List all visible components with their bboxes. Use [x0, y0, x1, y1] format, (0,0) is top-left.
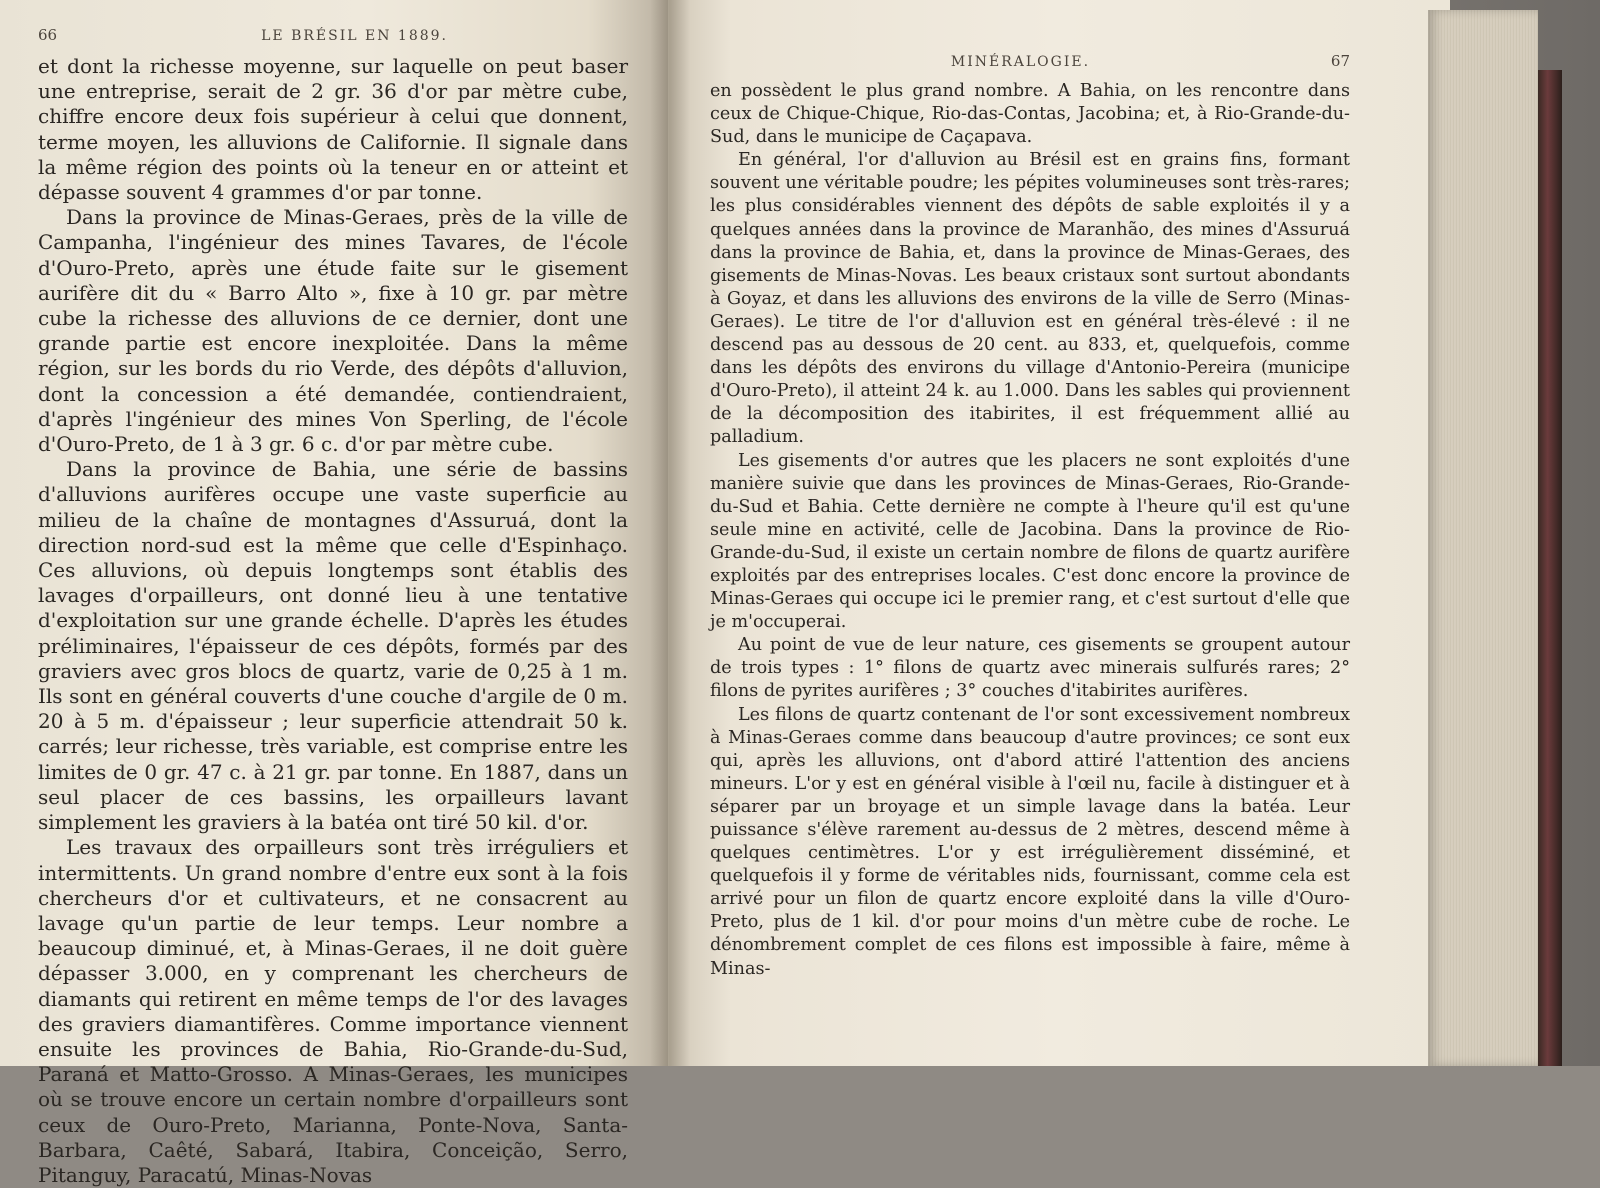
right-paragraph-2: En général, l'or d'alluvion au Brésil est en grains fins, formant souvent une véritable poudre; les pépites volumineuses sont très-rares; les plus considérables viennent des dépôts de sable exploités il y a quelques années dans la province de Maranhão, des mines d'Assuruá dans la province de Bahia, et, dans la province de Minas-Geraes, des gisements de Minas-Novas. Les beaux cristaux sont surtout abondants à Goyaz, et dans les alluvions des environs de la ville de Serro (Minas-Geraes). Le titre de l'or d'alluvion est en général très-élevé : il ne descend pas au dessous de 20 cent. au 833, et, quelquefois, comme dans les dépôts des environs du village d'Antonio-Pereira (municipe d'Ouro-Preto), il atteint 24 k. au 1.000. Dans les sables qui proviennent de la décomposition des itabirites, il est fréquemment allié au palladium.	[710, 150, 1350, 448]
right-running-head	[710, 52, 1350, 70]
left-page	[0, 0, 668, 1187]
page-block-edge	[1428, 10, 1538, 1066]
left-paragraph-2: Dans la province de Minas-Geraes, près de la ville de Campanha, l'ingénieur des mines Tavares, de l'école d'Ouro-Preto, après une étude faite sur le gisement aurifère dit du « Barro Alto », fixe à 10 gr. par mètre cube la richesse des alluvions de ce dernier, dont une grande partie est encore inexploitée. Dans la même région, sur les bords du rio Verde, des dépôts d'alluvion, dont la concession a été demandée, contiendraient, d'après l'ingénieur des mines Von Sperling, de l'école d'Ouro-Preto, de 1 à 3 gr. 6 c. d'or par mètre cube.	[38, 205, 628, 457]
right-page-number: 67	[1330, 52, 1350, 70]
book-cover-edge	[1538, 70, 1562, 1066]
left-running-head	[38, 26, 628, 44]
left-paragraph-1: et dont la richesse moyenne, sur laquelle on peut baser une entreprise, serait de 2 gr. 36 d'or par mètre cube, chiffre encore deux fois supérieur à celui que donnent, terme moyen, les alluvions de Californie. Il signale dans la même région des points où la teneur en or atteint et dépasse souvent 4 grammes d'or par tonne.	[38, 54, 628, 205]
left-running-title: LE BRÉSIL EN 1889.	[261, 28, 448, 44]
right-running-title: MINÉRALOGIE.	[950, 54, 1091, 70]
right-paragraph-3: Les gisements d'or autres que les placers ne sont exploités d'une manière suivie que dans les provinces de Minas-Geraes, Rio-Grande-du-Sud et Bahia. Cette dernière ne compte à l'heure qu'il est qu'une seule mine en activité, celle de Jacobina. Dans la province de Rio-Grande-du-Sud, il existe un certain nombre de filons de quartz aurifère exploités par des entreprises locales. C'est donc encore la province de Minas-Geraes qui occupe ici le premier rang, et c'est surtout d'elle que je m'occuperai.	[710, 450, 1350, 633]
left-paragraph-4: Les travaux des orpailleurs sont très irréguliers et intermittents. Un grand nombre d'entre eux sont à la fois chercheurs d'or et cultivateurs, et ne consacrent au lavage qu'un partie de leur temps. Leur nombre a beaucoup diminué, et, à Minas-Geraes, il ne doit guère dépasser 3.000, en y comprenant les chercheurs de diamants qui retirent en même temps de l'or des lavages des graviers diamantifères. Comme importance viennent ensuite les provinces de Bahia, Rio-Grande-du-Sud, Paraná et Matto-Grosso. A Minas-Geraes, les municipes où se trouve encore un certain nombre d'orpailleurs sont ceux de Ouro-Preto, Marianna, Ponte-Nova, Santa-Barbara, Caêté, Sabará, Itabira, Conceição, Serro, Pitanguy, Paracatú, Minas-Novas	[38, 835, 628, 1187]
right-paragraph-4: Au point de vue de leur nature, ces gisements se groupent autour de trois types : 1° filons de quartz avec minerais sulfurés rares; 2° filons de pyrites aurifères ; 3° couches d'itabirites aurifères.	[710, 635, 1350, 702]
right-paragraph-5: Les filons de quartz contenant de l'or sont excessivement nombreux à Minas-Geraes comme dans beaucoup d'autre provinces; ce sont eux qui, après les alluvions, ont d'abord attiré l'attention des anciens mineurs. L'or y est en général visible à l'œil nu, facile à distinguer et à séparer par un broyage et un simple lavage dans la batéa. Leur puissance s'élève rarement au-dessus de 2 mètres, descend même à quelques centimètres. L'or y est irrégulièrement disséminé, et quelquefois il y forme de véritables nids, fournissant, comme cela est arrivé pour un filon de quartz encore exploité dans la ville d'Ouro-Preto, plus de 1 kil. d'or pour moins d'un mètre cube de roche. Le dénombrement complet de ces filons est impossible à faire, même à Minas-	[710, 704, 1350, 979]
right-paragraph-1: en possèdent le plus grand nombre. A Bahia, on les rencontre dans ceux de Chique-Chique, Rio-das-Contas, Jacobina; et, à Rio-Grande-du-Sud, dans le municipe de Caçapava.	[710, 81, 1350, 148]
left-page-number: 66	[38, 26, 58, 44]
right-page	[668, 0, 1450, 1066]
left-paragraph-3: Dans la province de Bahia, une série de bassins d'alluvions aurifères occupe une vaste superficie au milieu de la chaîne de montagnes d'Assuruá, dont la direction nord-sud est la même que celle d'Espinhaço. Ces alluvions, où depuis longtemps sont établis des lavages d'orpailleurs, ont donné lieu à une tentative d'exploitation sur une grande échelle. D'après les études préliminaires, l'épaisseur de ces dépôts, formés par des graviers avec gros blocs de quartz, varie de 0,25 à 1 m. Ils sont en général couverts d'une couche d'argile de 0 m. 20 à 5 m. d'épaisseur ; leur superficie attendrait 50 k. carrés; leur richesse, très variable, est comprise entre les limites de 0 gr. 47 c. à 21 gr. par tonne. En 1887, dans un seul placer de ces bassins, les orpailleurs lavant simplement les graviers à la batéa ont tiré 50 kil. d'or.	[38, 457, 628, 835]
book-gutter	[650, 0, 690, 1066]
